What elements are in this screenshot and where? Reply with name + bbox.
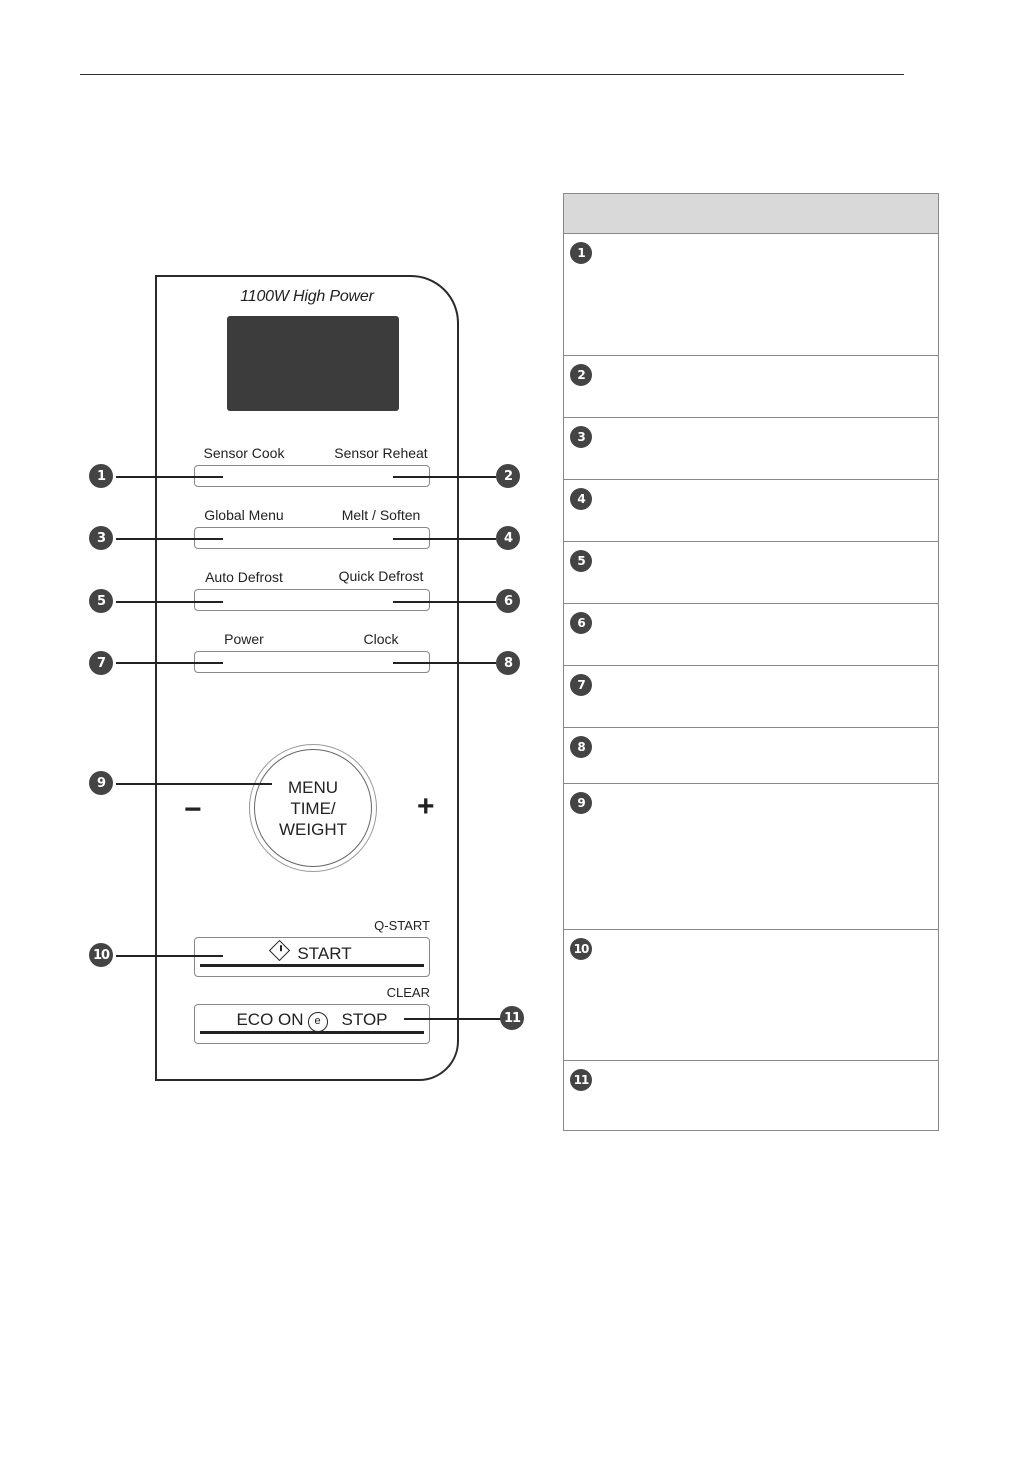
- callout-1: 1: [89, 464, 113, 488]
- plus-icon[interactable]: +: [417, 790, 435, 823]
- clock-label: Clock: [363, 631, 399, 647]
- q-start-label: Q-START: [374, 918, 430, 933]
- callout-6: 6: [496, 589, 520, 613]
- eco-icon: e: [308, 1012, 328, 1032]
- table-header: [564, 194, 938, 234]
- stop-button[interactable]: [194, 1004, 430, 1044]
- callout-3: 3: [89, 526, 113, 550]
- leader-line: [393, 538, 496, 540]
- stop-label: STOP: [341, 1010, 388, 1029]
- melt-soften-label: Melt / Soften: [341, 507, 421, 523]
- row-callout: 3: [570, 426, 592, 448]
- table-row: [564, 356, 938, 418]
- sensor-reheat-label: Sensor Reheat: [334, 445, 428, 461]
- minus-icon[interactable]: −: [184, 793, 202, 826]
- row-callout: 4: [570, 488, 592, 510]
- dial-line-1: MENU: [287, 777, 339, 797]
- leader-line: [393, 476, 496, 478]
- table-row: [564, 930, 938, 1061]
- leader-line: [116, 476, 223, 478]
- leader-line: [404, 1018, 501, 1020]
- display-screen: [227, 316, 399, 411]
- callout-5: 5: [89, 589, 113, 613]
- leader-line: [116, 783, 272, 785]
- row-callout: 2: [570, 364, 592, 386]
- leader-line: [116, 662, 223, 664]
- row-callout: 9: [570, 792, 592, 814]
- row-callout: 10: [570, 938, 592, 960]
- auto-defrost-label: Auto Defrost: [205, 569, 283, 585]
- table-row: [564, 604, 938, 666]
- table-row: [564, 666, 938, 728]
- start-icon: [269, 940, 290, 961]
- sensor-cook-label: Sensor Cook: [203, 445, 285, 461]
- table-row: [564, 234, 938, 356]
- start-button[interactable]: [194, 937, 430, 977]
- quick-defrost-label: Quick Defrost: [338, 568, 424, 584]
- row-callout: 6: [570, 612, 592, 634]
- dial-line-2: TIME/: [290, 798, 336, 818]
- row-callout: 8: [570, 736, 592, 758]
- row-callout: 11: [570, 1069, 592, 1091]
- table-row: [564, 480, 938, 542]
- leader-line: [393, 601, 496, 603]
- menu-time-weight-dial[interactable]: [254, 749, 372, 867]
- table-row: [564, 1061, 938, 1131]
- top-rule: [80, 74, 904, 75]
- clear-label: CLEAR: [386, 985, 430, 1000]
- panel-title: 1100W High Power: [240, 288, 374, 305]
- power-label: Power: [224, 631, 264, 647]
- callout-8: 8: [496, 651, 520, 675]
- dial-line-3: WEIGHT: [279, 819, 347, 839]
- leader-line: [116, 955, 223, 957]
- row-callout: 5: [570, 550, 592, 572]
- stop-underline: [200, 1031, 424, 1034]
- leader-line: [116, 601, 223, 603]
- leader-line: [116, 538, 223, 540]
- table-row: [564, 784, 938, 930]
- callout-10: 10: [89, 943, 113, 967]
- global-menu-label: Global Menu: [204, 507, 284, 523]
- defrost-button-bar[interactable]: [194, 589, 430, 611]
- table-row: [564, 728, 938, 784]
- description-table: [563, 193, 939, 1131]
- row-callout: 1: [570, 242, 592, 264]
- row-callout: 7: [570, 674, 592, 696]
- callout-2: 2: [496, 464, 520, 488]
- table-row: [564, 418, 938, 480]
- start-label: START: [297, 944, 352, 963]
- callout-7: 7: [89, 651, 113, 675]
- leader-line: [393, 662, 496, 664]
- start-underline: [200, 964, 424, 967]
- callout-4: 4: [496, 526, 520, 550]
- table-row: [564, 542, 938, 604]
- callout-11: 11: [500, 1006, 524, 1030]
- eco-on-label: ECO ON: [236, 1010, 304, 1029]
- callout-9: 9: [89, 771, 113, 795]
